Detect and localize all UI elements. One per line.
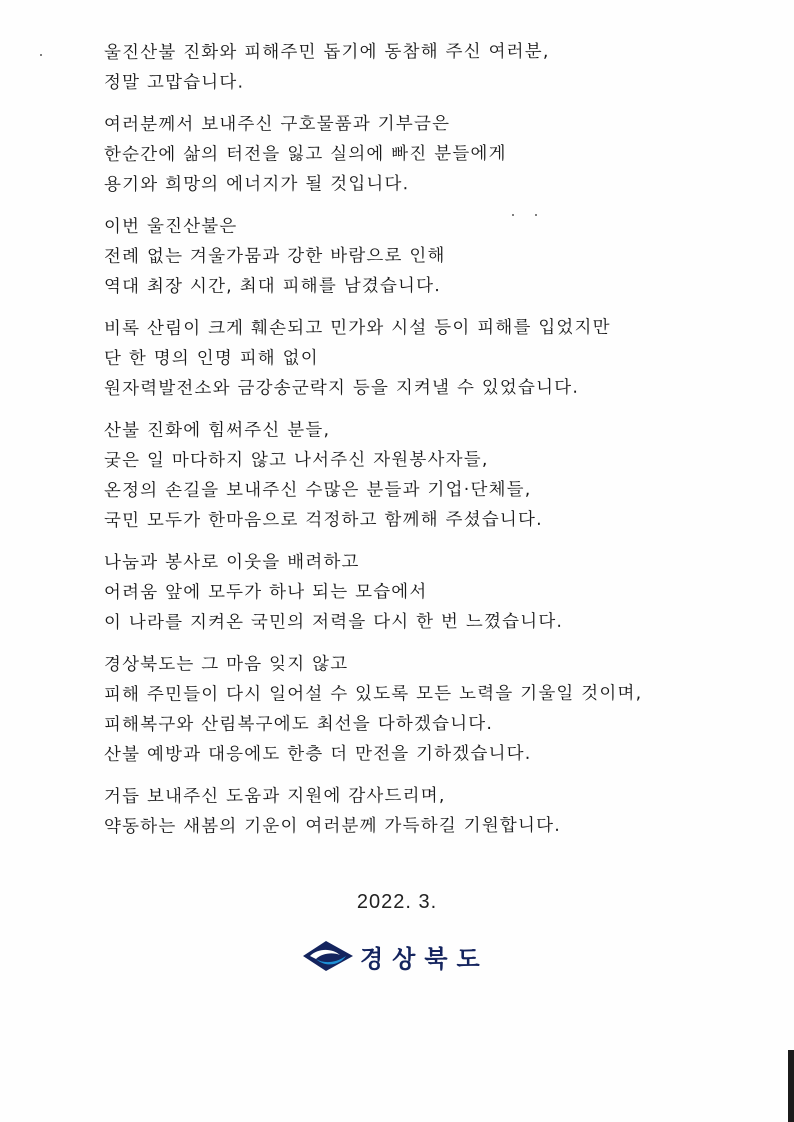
organization-name: 경상북도	[360, 944, 489, 973]
letter-line: 거듭 보내주신 도움과 지원에 감사드리며,	[103, 786, 446, 807]
paragraph-closing	[104, 782, 744, 842]
letter-line: 원자력발전소와 금강송군락지 등을 지켜낼 수 있었습니다.	[103, 377, 580, 399]
scan-edge-bar	[788, 1050, 794, 1122]
paragraph-fire-description	[104, 212, 744, 302]
paragraph-commitment	[104, 650, 744, 770]
letter-line: 약동하는 새봄의 기운이 여러분께 가득하길 기원합니다.	[103, 815, 562, 837]
letter-line: 피해 주민들이 다시 일어설 수 있도록 모든 노력을 기울일 것이며,	[103, 683, 643, 705]
letter-line: 역대 최장 시간, 최대 피해를 남겼습니다.	[103, 276, 442, 297]
paragraph-helpers	[104, 416, 744, 536]
letter-line: 나눔과 봉사로 이웃을 배려하고	[103, 552, 360, 573]
paragraph-donations	[104, 110, 744, 200]
letter-line: 정말 고맙습니다.	[103, 72, 245, 93]
letter-line: 울진산불 진화와 피해주민 돕기에 동참해 주신 여러분,	[103, 41, 550, 63]
letter-line: 산불 예방과 대응에도 한층 더 만전을 기하겠습니다.	[103, 743, 532, 765]
paragraph-national-strength	[104, 548, 744, 638]
letter-line: 피해복구와 산림복구에도 최선을 다하겠습니다.	[103, 713, 494, 735]
letter-line: 전례 없는 겨울가뭄과 강한 바람으로 인해	[103, 246, 446, 267]
letter-line: 단 한 명의 인명 피해 없이	[103, 348, 319, 369]
letter-line: 온정의 손길을 보내주신 수많은 분들과 기업·단체들,	[103, 479, 532, 501]
letter-line: 비록 산림이 크게 훼손되고 민가와 시설 등이 피해를 입었지만	[103, 317, 611, 339]
letter-line: 한순간에 삶의 터전을 잃고 실의에 빠진 분들에게	[103, 143, 507, 165]
letter-line: 이 나라를 지켜온 국민의 저력을 다시 한 번 느꼈습니다.	[103, 611, 564, 633]
letter-body	[104, 38, 744, 854]
letter-date: 2022. 3.	[356, 891, 438, 913]
letter-line: 궂은 일 마다하지 않고 나서주신 자원봉사자들,	[103, 449, 489, 471]
gyeongbuk-emblem-icon	[300, 938, 356, 974]
letter-line: 국민 모두가 한마음으로 걱정하고 함께해 주셨습니다.	[103, 509, 543, 531]
paragraph-thanks	[104, 38, 744, 98]
paragraph-damage	[104, 314, 744, 404]
scan-speck	[40, 54, 42, 56]
letter-line: 경상북도는 그 마음 잊지 않고	[103, 654, 349, 675]
letter-line: 산불 진화에 힘써주신 분들,	[103, 420, 331, 441]
letter-line: 어려움 앞에 모두가 하나 되는 모습에서	[103, 582, 428, 603]
letter-line: 용기와 희망의 에너지가 될 것입니다.	[103, 174, 410, 195]
letter-line: 여러분께서 보내주신 구호물품과 기부금은	[103, 114, 451, 135]
signature-block	[300, 934, 489, 978]
letter-line: 이번 울진산불은	[103, 216, 238, 237]
